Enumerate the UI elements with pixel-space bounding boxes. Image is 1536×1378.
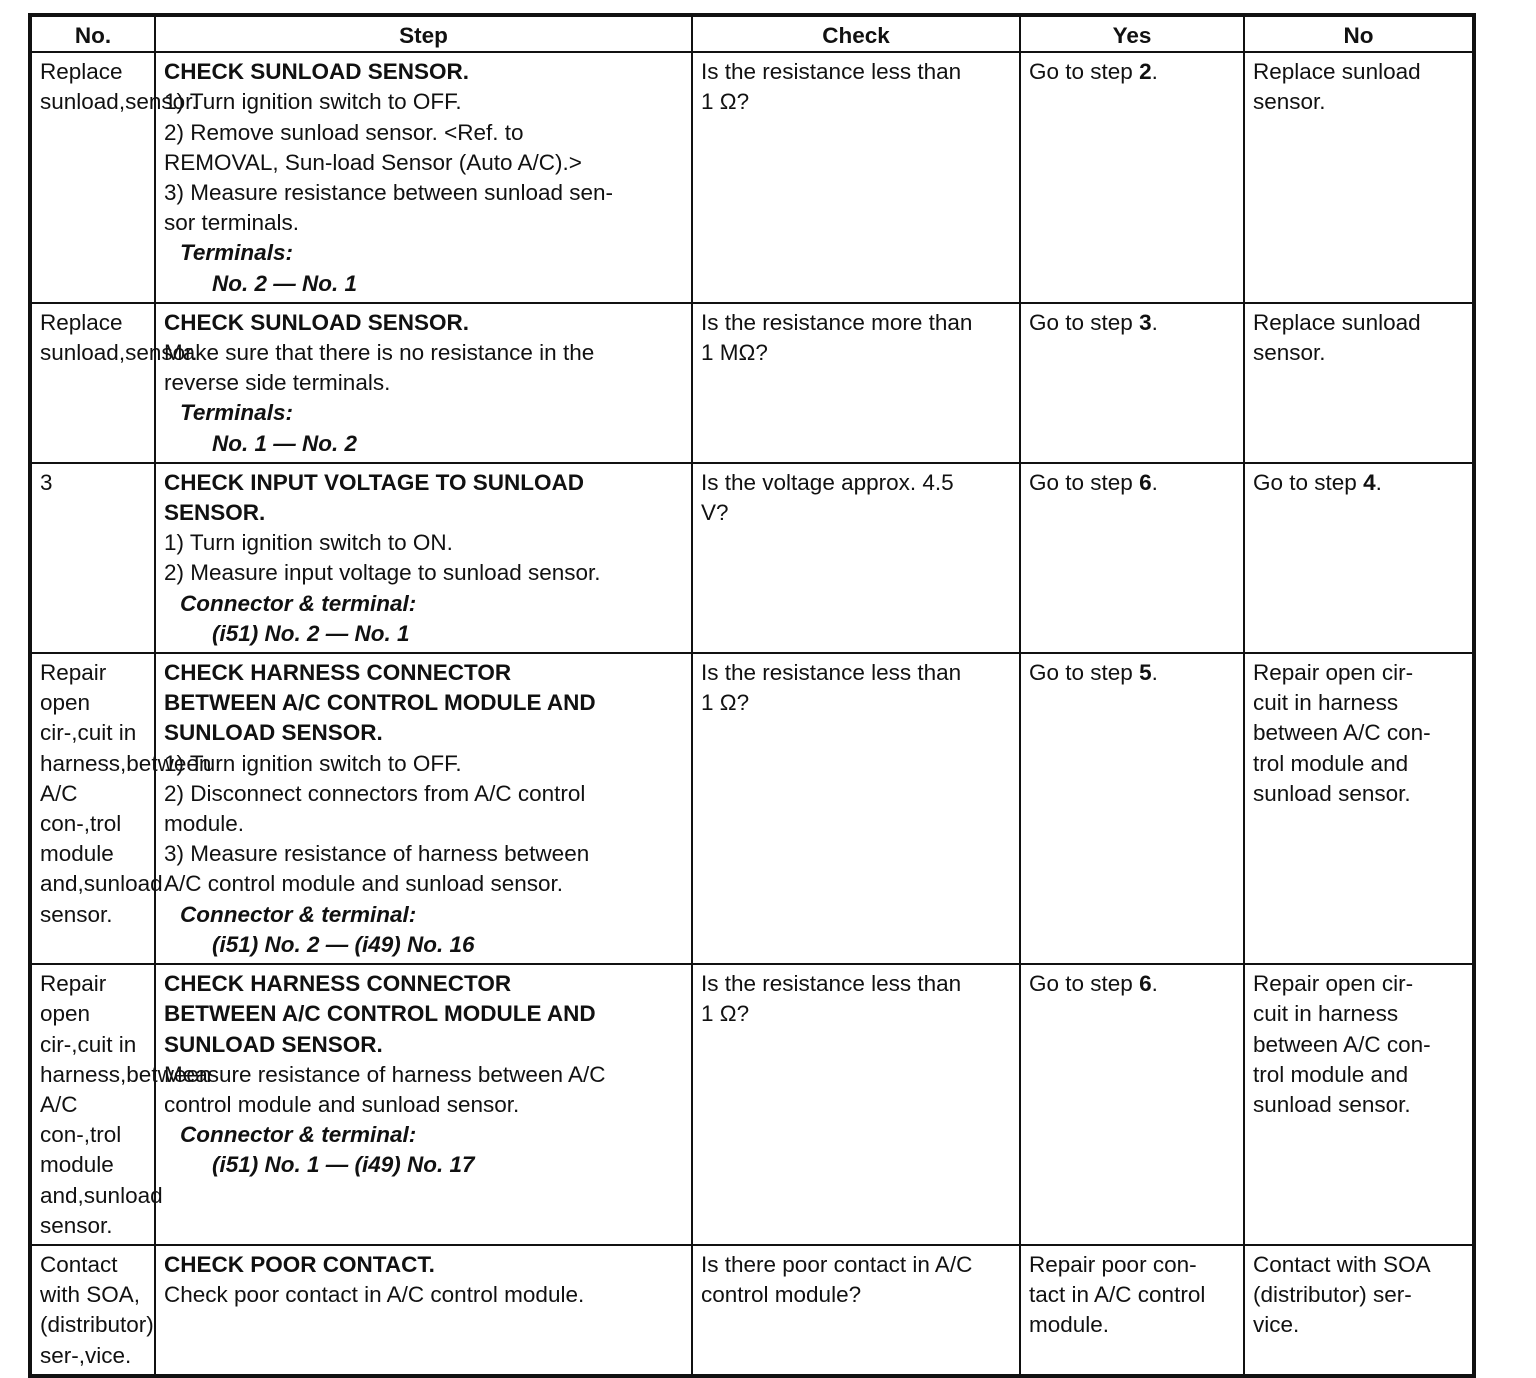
step-number-text: Replace sunload,sensor. bbox=[40, 59, 198, 115]
yes-prefix: Go to step bbox=[1029, 59, 1140, 85]
step-number-text: Repair open cir-,cuit in harness,between A/C con-,trol module and,sunload sensor. bbox=[40, 971, 212, 1238]
step-line: 1) Turn ignition switch to OFF. bbox=[164, 750, 462, 776]
yes-suffix: . bbox=[1151, 309, 1158, 335]
step-line: 1) Turn ignition switch to OFF. bbox=[164, 89, 462, 115]
check-line: control module? bbox=[701, 1282, 862, 1308]
step-line: 2) Measure input voltage to sunload sensor. bbox=[164, 560, 601, 586]
yes-line: tact in A/C control bbox=[1029, 1282, 1206, 1308]
step-title: CHECK HARNESS CONNECTOR bbox=[164, 660, 512, 686]
diagnostic-table bbox=[28, 13, 1476, 1378]
step-title: CHECK HARNESS CONNECTOR bbox=[164, 971, 512, 997]
step-line: 3) Measure resistance of harness between bbox=[164, 841, 590, 867]
no-line: Contact with SOA bbox=[1253, 1251, 1431, 1277]
header-yes: Yes bbox=[1020, 15, 1244, 52]
table-row bbox=[30, 964, 1474, 1245]
check-line: Is the resistance less than bbox=[701, 660, 962, 686]
step-label: Connector & terminal: bbox=[180, 1122, 417, 1148]
step-label: Terminals: bbox=[180, 240, 293, 266]
yes-cell bbox=[1020, 1245, 1244, 1376]
no-cell bbox=[1244, 303, 1474, 463]
step-detail: (i51) No. 1 — (i49) No. 17 bbox=[212, 1152, 475, 1178]
yes-suffix: . bbox=[1151, 660, 1158, 686]
step-label: Terminals: bbox=[180, 400, 293, 426]
no-line: vice. bbox=[1253, 1312, 1300, 1338]
no-cell bbox=[1244, 653, 1474, 964]
no-cell bbox=[1244, 463, 1474, 653]
no-line: Replace sunload bbox=[1253, 59, 1421, 85]
check-line: 1 Ω? bbox=[701, 1001, 750, 1027]
no-cell bbox=[1244, 52, 1474, 303]
yes-line: Repair poor con- bbox=[1029, 1251, 1197, 1277]
no-line: cuit in harness bbox=[1253, 1001, 1399, 1027]
step-number bbox=[30, 964, 212, 1245]
no-line: sunload sensor. bbox=[1253, 1091, 1411, 1117]
yes-cell bbox=[1020, 303, 1244, 463]
check-cell bbox=[692, 463, 1020, 653]
header-check: Check bbox=[692, 15, 1020, 52]
no-line: Repair open cir- bbox=[1253, 660, 1414, 686]
yes-prefix: Go to step bbox=[1029, 469, 1140, 495]
table-row bbox=[30, 52, 1474, 303]
no-suffix: . bbox=[1375, 469, 1382, 495]
step-number-text: Contact with SOA,(distributor) ser-,vice. bbox=[40, 1251, 154, 1368]
step-cell bbox=[155, 303, 692, 463]
no-cell bbox=[1244, 1245, 1474, 1376]
step-line: Measure resistance of harness between A/C bbox=[164, 1061, 606, 1087]
step-number bbox=[30, 653, 212, 964]
no-line: sensor. bbox=[1253, 340, 1326, 366]
no-line: (distributor) ser- bbox=[1253, 1282, 1412, 1308]
step-label: Connector & terminal: bbox=[180, 590, 417, 616]
step-number-text: Repair open cir-,cuit in harness,between A/C con-,trol module and,sunload sensor. bbox=[40, 660, 212, 927]
step-title: SUNLOAD SENSOR. bbox=[164, 1031, 383, 1057]
step-line: 3) Measure resistance between sunload sen- bbox=[164, 180, 614, 206]
table-row bbox=[30, 653, 1474, 964]
yes-step-number: 6 bbox=[1139, 469, 1152, 495]
check-cell bbox=[692, 1245, 1020, 1376]
yes-prefix: Go to step bbox=[1029, 660, 1140, 686]
step-detail: No. 2 — No. 1 bbox=[212, 270, 358, 296]
step-title: CHECK SUNLOAD SENSOR. bbox=[164, 59, 470, 85]
yes-step-number: 3 bbox=[1139, 309, 1152, 335]
no-cell bbox=[1244, 964, 1474, 1245]
step-number bbox=[30, 52, 198, 303]
step-number-text: 3 bbox=[40, 469, 53, 495]
yes-suffix: . bbox=[1151, 469, 1158, 495]
step-line: 2) Disconnect connectors from A/C control bbox=[164, 780, 586, 806]
yes-line: module. bbox=[1029, 1312, 1110, 1338]
check-cell bbox=[692, 52, 1020, 303]
no-line: cuit in harness bbox=[1253, 690, 1399, 716]
yes-cell bbox=[1020, 964, 1244, 1245]
step-cell bbox=[155, 964, 692, 1245]
step-title: SENSOR. bbox=[164, 500, 266, 526]
step-number bbox=[30, 1245, 155, 1376]
yes-step-number: 5 bbox=[1139, 660, 1152, 686]
check-line: 1 Ω? bbox=[701, 690, 750, 716]
step-cell bbox=[155, 653, 692, 964]
step-cell bbox=[155, 463, 692, 653]
step-line: Check poor contact in A/C control module. bbox=[164, 1282, 585, 1308]
yes-step-number: 6 bbox=[1139, 971, 1152, 997]
yes-suffix: . bbox=[1151, 59, 1158, 85]
step-number bbox=[30, 463, 155, 653]
step-line: control module and sunload sensor. bbox=[164, 1091, 520, 1117]
no-line: Replace sunload bbox=[1253, 309, 1421, 335]
step-line: REMOVAL, Sun-load Sensor (Auto A/C).> bbox=[164, 149, 582, 175]
no-line: trol module and bbox=[1253, 1061, 1409, 1087]
step-detail: No. 1 — No. 2 bbox=[212, 430, 358, 456]
step-cell bbox=[155, 52, 692, 303]
check-line: Is the voltage approx. 4.5 bbox=[701, 469, 954, 495]
step-detail: (i51) No. 2 — No. 1 bbox=[212, 620, 410, 646]
header-step: Step bbox=[155, 15, 692, 52]
table-row bbox=[30, 1245, 1474, 1376]
yes-step-number: 2 bbox=[1139, 59, 1152, 85]
yes-prefix: Go to step bbox=[1029, 971, 1140, 997]
step-line: sor terminals. bbox=[164, 210, 300, 236]
table-row bbox=[30, 303, 1474, 463]
step-line: 2) Remove sunload sensor. <Ref. to bbox=[164, 119, 524, 145]
no-line: between A/C con- bbox=[1253, 720, 1431, 746]
step-cell bbox=[155, 1245, 692, 1376]
check-line: Is the resistance more than bbox=[701, 309, 973, 335]
yes-prefix: Go to step bbox=[1029, 309, 1140, 335]
step-line: reverse side terminals. bbox=[164, 370, 391, 396]
no-line: trol module and bbox=[1253, 750, 1409, 776]
step-detail: (i51) No. 2 — (i49) No. 16 bbox=[212, 931, 475, 957]
header-row bbox=[30, 15, 1474, 52]
no-line: sensor. bbox=[1253, 89, 1326, 115]
check-cell bbox=[692, 653, 1020, 964]
header-no-result: No bbox=[1244, 15, 1474, 52]
step-title: CHECK POOR CONTACT. bbox=[164, 1251, 435, 1277]
yes-cell bbox=[1020, 653, 1244, 964]
table-row bbox=[30, 463, 1474, 653]
check-line: Is the resistance less than bbox=[701, 59, 962, 85]
check-line: 1 MΩ? bbox=[701, 340, 768, 366]
no-step-number: 4 bbox=[1363, 469, 1376, 495]
step-title: CHECK INPUT VOLTAGE TO SUNLOAD bbox=[164, 469, 585, 495]
step-title: SUNLOAD SENSOR. bbox=[164, 720, 383, 746]
step-label: Connector & terminal: bbox=[180, 901, 417, 927]
yes-cell bbox=[1020, 52, 1244, 303]
yes-suffix: . bbox=[1151, 971, 1158, 997]
check-cell bbox=[692, 303, 1020, 463]
header-no: No. bbox=[30, 15, 155, 52]
no-prefix: Go to step bbox=[1253, 469, 1364, 495]
check-line: Is the resistance less than bbox=[701, 971, 962, 997]
step-number bbox=[30, 303, 198, 463]
step-title: CHECK SUNLOAD SENSOR. bbox=[164, 309, 470, 335]
no-line: between A/C con- bbox=[1253, 1031, 1431, 1057]
step-number-text: Replace sunload,sensor. bbox=[40, 309, 198, 366]
step-title: BETWEEN A/C CONTROL MODULE AND bbox=[164, 1001, 596, 1027]
check-line: V? bbox=[701, 500, 729, 526]
step-line: A/C control module and sunload sensor. bbox=[164, 871, 563, 897]
no-line: sunload sensor. bbox=[1253, 780, 1411, 806]
yes-cell bbox=[1020, 463, 1244, 653]
check-cell bbox=[692, 964, 1020, 1245]
check-line: Is there poor contact in A/C bbox=[701, 1251, 973, 1277]
check-line: 1 Ω? bbox=[701, 89, 750, 115]
step-title: BETWEEN A/C CONTROL MODULE AND bbox=[164, 690, 596, 716]
no-line: Repair open cir- bbox=[1253, 971, 1414, 997]
step-line: Make sure that there is no resistance in the bbox=[164, 340, 595, 366]
step-line: module. bbox=[164, 811, 245, 837]
step-line: 1) Turn ignition switch to ON. bbox=[164, 530, 453, 556]
